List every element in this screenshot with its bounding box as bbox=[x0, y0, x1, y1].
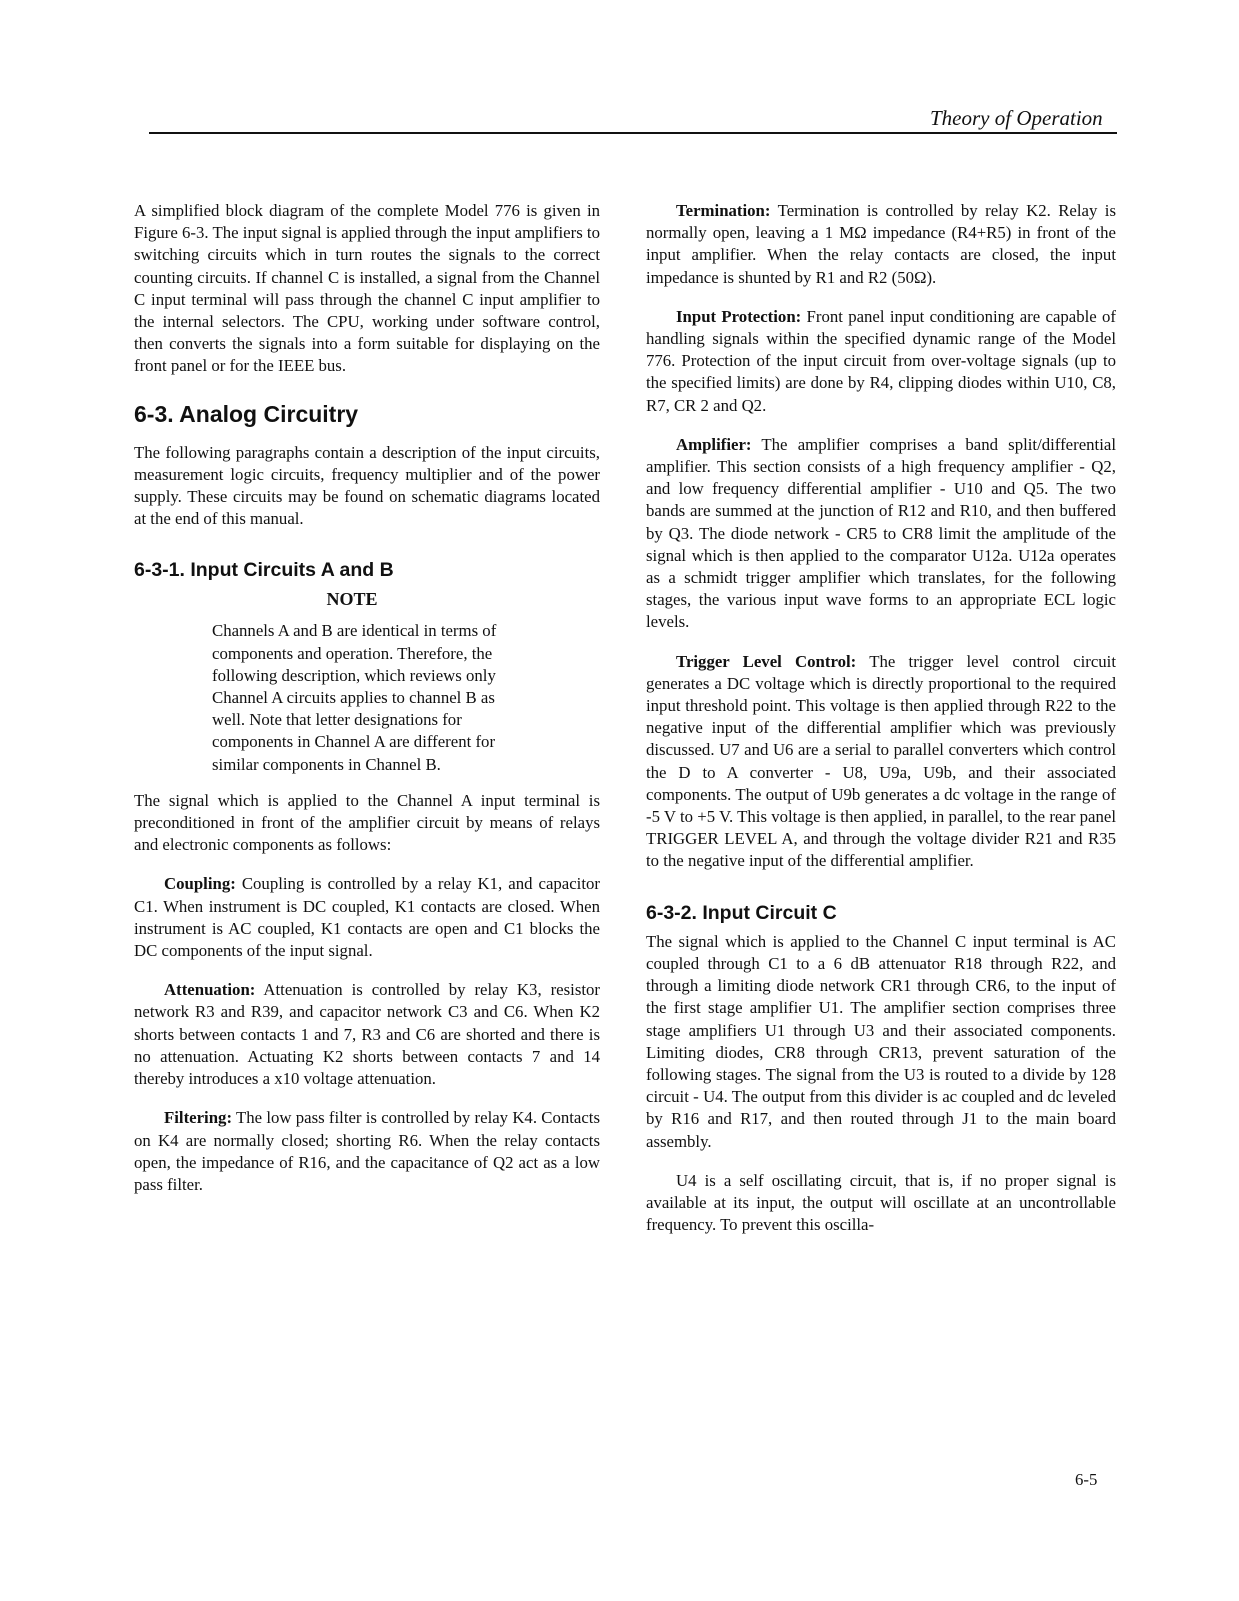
attenuation-paragraph bbox=[134, 979, 600, 1090]
section-heading-analog-circuitry: 6-3. Analog Circuitry bbox=[134, 400, 359, 427]
input-protection-paragraph bbox=[646, 306, 1116, 417]
header-rule bbox=[149, 132, 1117, 134]
termination-paragraph bbox=[646, 200, 1116, 289]
input-protection-label: Input Protection: bbox=[676, 306, 802, 326]
trigger-level-label: Trigger Level Control: bbox=[676, 651, 857, 671]
filtering-text: The low pass filter is controlled by relay K4. Contacts on K4 are normally closed; shorting R6. When the relay contacts open, the impedance of R16, and the capacitance of Q2 act as a low pass filter. bbox=[134, 1108, 600, 1194]
amplifier-text: The amplifier comprises a band split/differential amplifier. This section consists of a high frequency amplifier - Q2, and low frequency differential amplifier - U10 and Q5. The two bands are summed at the junction of R12 and R10, and then buffered by Q3. The diode network - CR5 to CR8 limit the amplitude of the signal which is then applied to the comparator U12a. U12a operates as a schmidt trigger amplifier which translates, for the following stages, the various input wave forms to an appropriate ECL logic levels. bbox=[646, 434, 1116, 632]
circuit-c-paragraph: The signal which is applied to the Channel C input terminal is AC coupled through C1 to a 6 dB attenuator R18 through R22, and through a limiting diode network CR1 through CR6, to the input of the first stage amplifier U1. The amplifier section comprises three stage amplifiers U1 through U3 and their associated components. Limiting diodes, CR8 through CR13, prevent saturation of the following stages. The signal from the U3 is routed to a divide by 128 circuit - U4. The output from this divider is ac coupled and dc leveled by R16 and R17, and then routed through J1 to the main board assembly. bbox=[646, 931, 1116, 1151]
left-column bbox=[134, 200, 600, 1213]
amplifier-label: Amplifier: bbox=[676, 434, 752, 454]
right-column bbox=[646, 200, 1116, 1253]
filtering-paragraph bbox=[134, 1107, 600, 1196]
input-protection-text: Front panel input conditioning are capable of handling signals within the specified dynamic range of the Model 776. Protection of the input circuit from over-voltage signals (up to the specified limits) are done by R4, clipping diodes within U10, C8, R7, CR 2 and Q2. bbox=[646, 306, 1116, 415]
intro-paragraph: A simplified block diagram of the complete Model 776 is given in Figure 6-3. The input signal is applied through the input amplifiers to switching circuits which in turn routes the signals to the correct counting circuits. If channel C is installed, a signal from the Channel C input terminal will pass through the channel C input amplifier to the internal selectors. The CPU, working under software control, then converts the signals into a form suitable for displaying on the front panel or for the IEEE bus. bbox=[134, 201, 600, 376]
subsection-heading-input-circuit-c: 6-3-2. Input Circuit C bbox=[646, 901, 837, 924]
coupling-paragraph bbox=[134, 873, 600, 962]
running-header-title: Theory of Operation bbox=[930, 106, 1103, 130]
signal-paragraph: The signal which is applied to the Channel A input terminal is preconditioned in front of the amplifier circuit by means of relays and electronic components as follows: bbox=[134, 790, 600, 855]
attenuation-text: Attenuation is controlled by relay K3, resistor network R3 and R39, and capacitor network C3 and C6. When K2 shorts between contacts 1 and 7, R3 and C6 are shorted and there is no attenuation. Actuating K2 shorts between contacts 7 and 14 thereby introduces a x10 voltage attenuation. bbox=[134, 980, 600, 1089]
page-number: 6-5 bbox=[1075, 1470, 1098, 1489]
subsection-heading-input-circuits-ab: 6-3-1. Input Circuits A and B bbox=[134, 559, 394, 582]
filtering-label: Filtering: bbox=[164, 1108, 233, 1128]
u4-paragraph: U4 is a self oscillating circuit, that is, if no proper signal is available at its input, the output will oscillate at an uncontrollable frequency. To prevent this oscilla- bbox=[646, 1170, 1116, 1235]
trigger-level-paragraph bbox=[646, 651, 1116, 873]
note-heading: NOTE bbox=[326, 589, 378, 610]
coupling-text: Coupling is controlled by a relay K1, and capacitor C1. When instrument is DC coupled, K1 contacts are closed. When instrument is AC coupled, K1 contacts are open and C1 blocks the DC components of the input signal. bbox=[134, 874, 600, 961]
termination-text: Termination is controlled by relay K2. Relay is normally open, leaving a 1 MΩ impedance (R4+R5) in front of the input amplifier. When the relay contacts are closed, the input impedance is shunted by R1 and R2 (50Ω). bbox=[646, 201, 1116, 287]
note-body: Channels A and B are identical in terms of components and operation. Therefore, the following description, which reviews only Channel A circuits applies to channel B as well. Note that letter designations for components in Channel A are different for similar components in Channel B. bbox=[212, 621, 497, 774]
analog-circuitry-paragraph: The following paragraphs contain a description of the input circuits, measurement logic circuits, frequency multiplier and of the power supply. These circuits may be found on schematic diagrams located at the end of this manual. bbox=[134, 442, 600, 529]
trigger-level-text: The trigger level control circuit generates a DC voltage which is directly proportional to the required input threshold point. This voltage is then applied through R22 to the negative input of the differential amplifier which was previously discussed. U7 and U6 are a serial to parallel converters which control the D to A converter - U8, U9a, U9b, and their associated components. The output of U9b generates a dc voltage in the range of -5 V to +5 V. This voltage is then applied, in parallel, to the rear panel TRIGGER LEVEL A, and through the voltage divider R21 and R35 to the negative input of the differential amplifier. bbox=[646, 651, 1116, 871]
attenuation-label: Attenuation: bbox=[164, 980, 256, 1000]
termination-label: Termination: bbox=[676, 201, 771, 220]
coupling-label: Coupling: bbox=[164, 874, 236, 894]
amplifier-paragraph bbox=[646, 434, 1116, 634]
